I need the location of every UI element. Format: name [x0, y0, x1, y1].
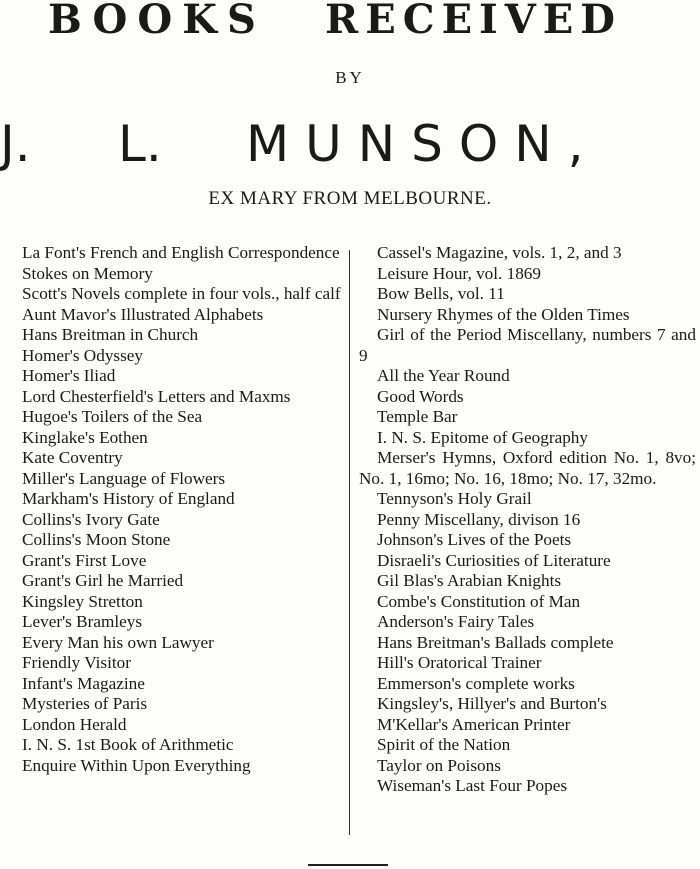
name-initial-l: L.	[118, 115, 162, 173]
book-entry: Homer's Iliad	[22, 366, 116, 385]
left-column	[4, 243, 344, 776]
book-entry: Collins's Ivory Gate	[22, 509, 160, 529]
book-entry: Penny Miscellany, divison 16	[377, 509, 581, 529]
book-entry: Hugoe's Toilers of the Sea	[22, 407, 203, 426]
book-entry: Emmerson's complete works	[377, 673, 575, 693]
book-entry: Miller's Language of Flowers	[22, 468, 226, 488]
book-entry: Johnson's Lives of the Poets	[377, 530, 572, 549]
book-entry: Merser's Hymns, Oxford edition No. 1, 8vo; No. 1, 16mo; No. 16, 18mo; No. 17, 32mo.	[359, 448, 696, 488]
book-entry: I. N. S. 1st Book of Arithmetic	[22, 735, 234, 754]
book-entry: Hans Breitman's Ballads complete	[377, 632, 614, 652]
book-entry: Taylor on Poisons	[377, 755, 501, 775]
book-entry: Gil Blas's Arabian Knights	[377, 571, 562, 590]
book-entry: Spirit of the Nation	[377, 735, 511, 754]
book-entry: Mysteries of Paris	[22, 694, 148, 713]
bottom-rule	[308, 864, 388, 866]
right-column	[359, 243, 696, 797]
book-entry: Temple Bar	[377, 407, 458, 426]
by-line: BY	[335, 68, 365, 87]
book-entry: All the Year Round	[377, 366, 510, 385]
book-entry: Kinglake's Eothen	[22, 427, 148, 447]
book-entry: Scott's Novels complete in four vols., half calf	[22, 284, 341, 303]
book-entry: Stokes on Memory	[22, 263, 153, 283]
book-entry: Leisure Hour, vol. 1869	[377, 263, 541, 283]
book-entry: Grant's Girl he Married	[22, 571, 184, 590]
book-entry: Anderson's Fairy Tales	[377, 612, 535, 631]
book-entry: Lever's Bramleys	[22, 612, 143, 631]
column-divider	[349, 250, 350, 835]
book-entry: Bow Bells, vol. 11	[377, 284, 505, 303]
book-entry: Hill's Oratorical Trainer	[377, 653, 542, 672]
book-entry: Kate Coventry	[22, 448, 123, 467]
subtitle: EX MARY FROM MELBOURNE.	[208, 188, 492, 209]
book-entry: Girl of the Period Miscellany, numbers 7 and 9	[359, 325, 696, 365]
book-entry: Enquire Within Upon Everything	[22, 755, 251, 775]
book-entry: Cassel's Magazine, vols. 1, 2, and 3	[377, 243, 622, 262]
book-entry: Disraeli's Curiosities of Literature	[377, 550, 611, 570]
book-entry: Good Words	[377, 386, 464, 406]
book-entry: Wiseman's Last Four Popes	[377, 776, 568, 795]
book-entry: Markham's History of England	[22, 489, 235, 508]
book-entry: Homer's Odyssey	[22, 345, 144, 365]
book-entry: Kingsley's, Hillyer's and Burton's	[377, 694, 607, 713]
name-initial-j: J.	[0, 115, 31, 173]
book-entry: I. N. S. Epitome of Geography	[377, 427, 588, 447]
book-entry: Kingsley Stretton	[22, 591, 143, 611]
book-entry: Grant's First Love	[22, 550, 147, 570]
book-entry: Lord Chesterfield's Letters and Maxms	[22, 386, 291, 406]
book-entry: Combe's Constitution of Man	[377, 591, 581, 611]
book-entry: London Herald	[22, 714, 127, 734]
book-entry: M'Kellar's American Printer	[377, 714, 571, 734]
book-entry: Aunt Mavor's Illustrated Alphabets	[22, 304, 264, 324]
book-entry: Hans Breitman in Church	[22, 325, 199, 344]
book-entry: Every Man his own Lawyer	[22, 632, 214, 652]
headline-word-received: RECEIVED	[325, 0, 622, 43]
book-entry: Nursery Rhymes of the Olden Times	[377, 304, 630, 324]
book-entry: Infant's Magazine	[22, 673, 145, 693]
book-entry: Tennyson's Holy Grail	[377, 489, 532, 508]
merchant-name	[0, 116, 700, 172]
name-surname: MUNSON,	[246, 115, 600, 173]
book-entry: Friendly Visitor	[22, 653, 131, 672]
book-entry: Collins's Moon Stone	[22, 530, 171, 549]
headline-word-books: BOOKS	[48, 0, 266, 43]
book-entry: La Font's French and English Correspondence	[22, 243, 340, 262]
